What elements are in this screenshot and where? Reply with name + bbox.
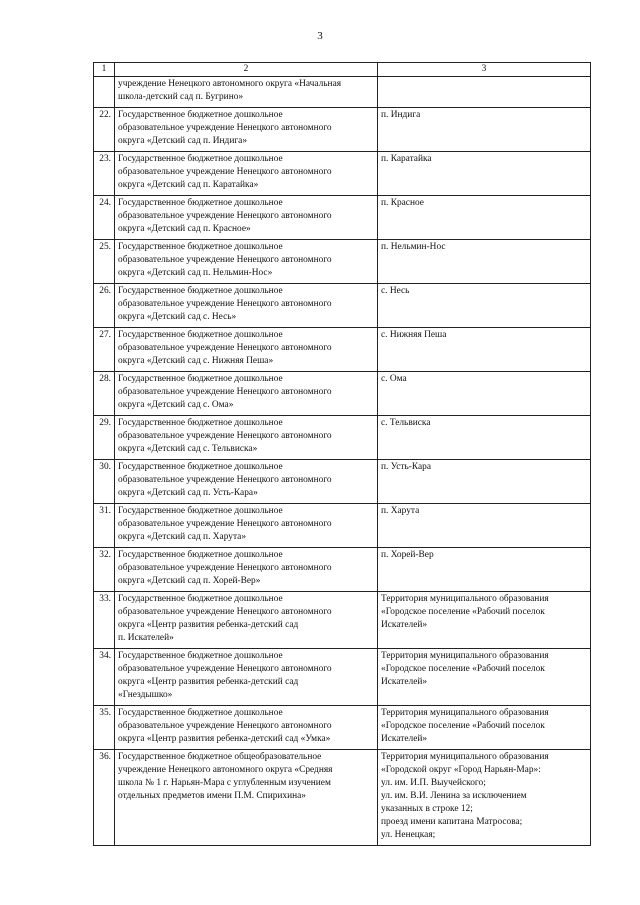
table-row [94, 548, 591, 592]
territory-cell [378, 77, 591, 108]
row-number-cell: 29. [94, 416, 115, 460]
table-row [94, 196, 591, 240]
row-number-cell: 33. [94, 592, 115, 649]
row-number-cell: 36. [94, 750, 115, 846]
page-number: 3 [317, 30, 323, 42]
table-row [94, 504, 591, 548]
territory-cell: п. Индига [378, 108, 591, 152]
row-number-cell: 23. [94, 152, 115, 196]
column-header-number: 1 [94, 63, 115, 77]
institution-name-cell: Государственное бюджетное дошкольное образовательное учреждение Ненецкого автономного округа «Детский сад с. Нижняя Пеша» [115, 328, 378, 372]
table-row [94, 706, 591, 750]
row-number-cell: 32. [94, 548, 115, 592]
institution-name-cell: Государственное бюджетное дошкольное образовательное учреждение Ненецкого автономного округа «Детский сад п. Нельмин-Нос» [115, 240, 378, 284]
territory-cell: с. Нижняя Пеша [378, 328, 591, 372]
territory-cell: с. Несь [378, 284, 591, 328]
table-header-row [94, 63, 591, 77]
institution-name-cell: Государственное бюджетное дошкольное образовательное учреждение Ненецкого автономного округа «Детский сад п. Индига» [115, 108, 378, 152]
institution-name-cell: Государственное бюджетное дошкольное образовательное учреждение Ненецкого автономного округа «Центр развития ребенка-детский сад п. Искателей» [115, 592, 378, 649]
table-row [94, 152, 591, 196]
territory-cell: Территория муниципального образования «Городской округ «Город Нарьян-Мар»: ул. им. И.П. Выучейского; ул. им. В.И. Ленина за исключением указанных в строке 12; проезд имени капитана Матросова; ул. Ненецкая; [378, 750, 591, 846]
institution-name-cell: Государственное бюджетное дошкольное образовательное учреждение Ненецкого автономного округа «Детский сад п. Хорей-Вер» [115, 548, 378, 592]
table-row [94, 416, 591, 460]
territory-cell: Территория муниципального образования «Городское поселение «Рабочий поселок Искателей» [378, 706, 591, 750]
row-number-cell: 35. [94, 706, 115, 750]
institution-name-cell: Государственное бюджетное дошкольное образовательное учреждение Ненецкого автономного округа «Детский сад с. Несь» [115, 284, 378, 328]
row-number-cell: 26. [94, 284, 115, 328]
institution-name-cell: Государственное бюджетное дошкольное образовательное учреждение Ненецкого автономного округа «Детский сад с. Ома» [115, 372, 378, 416]
row-number-cell: 28. [94, 372, 115, 416]
table-row [94, 77, 591, 108]
table-row [94, 372, 591, 416]
row-number-cell [94, 77, 115, 108]
column-header-institution: 2 [115, 63, 378, 77]
row-number-cell: 25. [94, 240, 115, 284]
territory-cell: с. Ома [378, 372, 591, 416]
territory-cell: Территория муниципального образования «Городское поселение «Рабочий поселок Искателей» [378, 592, 591, 649]
territory-cell: с. Тельвиска [378, 416, 591, 460]
institution-name-cell: Государственное бюджетное дошкольное образовательное учреждение Ненецкого автономного округа «Центр развития ребенка-детский сад «Гнездышко» [115, 649, 378, 706]
row-number-cell: 31. [94, 504, 115, 548]
table-row [94, 460, 591, 504]
table-row [94, 284, 591, 328]
institution-name-cell: учреждение Ненецкого автономного округа «Начальная школа-детский сад п. Бугрино» [115, 77, 378, 108]
table-row [94, 750, 591, 846]
row-number-cell: 27. [94, 328, 115, 372]
institution-name-cell: Государственное бюджетное дошкольное образовательное учреждение Ненецкого автономного округа «Детский сад п. Каратайка» [115, 152, 378, 196]
table-row [94, 592, 591, 649]
row-number-cell: 30. [94, 460, 115, 504]
institutions-table [93, 62, 591, 846]
territory-cell: п. Харута [378, 504, 591, 548]
institution-name-cell: Государственное бюджетное общеобразовательное учреждение Ненецкого автономного округа «Средняя школа № 1 г. Нарьян-Мара с углубленным изучением отдельных предметов имени П.М. Спирихина» [115, 750, 378, 846]
column-header-territory: 3 [378, 63, 591, 77]
row-number-cell: 22. [94, 108, 115, 152]
institution-name-cell: Государственное бюджетное дошкольное образовательное учреждение Ненецкого автономного округа «Центр развития ребенка-детский сад «Умка» [115, 706, 378, 750]
territory-cell: п. Каратайка [378, 152, 591, 196]
table-row [94, 328, 591, 372]
row-number-cell: 24. [94, 196, 115, 240]
territory-cell: Территория муниципального образования «Городское поселение «Рабочий поселок Искателей» [378, 649, 591, 706]
institution-name-cell: Государственное бюджетное дошкольное образовательное учреждение Ненецкого автономного округа «Детский сад п. Красное» [115, 196, 378, 240]
territory-cell: п. Усть-Кара [378, 460, 591, 504]
territory-cell: п. Нельмин-Нос [378, 240, 591, 284]
table-row [94, 240, 591, 284]
territory-cell: п. Красное [378, 196, 591, 240]
table-row [94, 649, 591, 706]
row-number-cell: 34. [94, 649, 115, 706]
table-row [94, 108, 591, 152]
institution-name-cell: Государственное бюджетное дошкольное образовательное учреждение Ненецкого автономного округа «Детский сад п. Харута» [115, 504, 378, 548]
territory-cell: п. Хорей-Вер [378, 548, 591, 592]
institution-name-cell: Государственное бюджетное дошкольное образовательное учреждение Ненецкого автономного округа «Детский сад п. Усть-Кара» [115, 460, 378, 504]
institution-name-cell: Государственное бюджетное дошкольное образовательное учреждение Ненецкого автономного округа «Детский сад с. Тельвиска» [115, 416, 378, 460]
